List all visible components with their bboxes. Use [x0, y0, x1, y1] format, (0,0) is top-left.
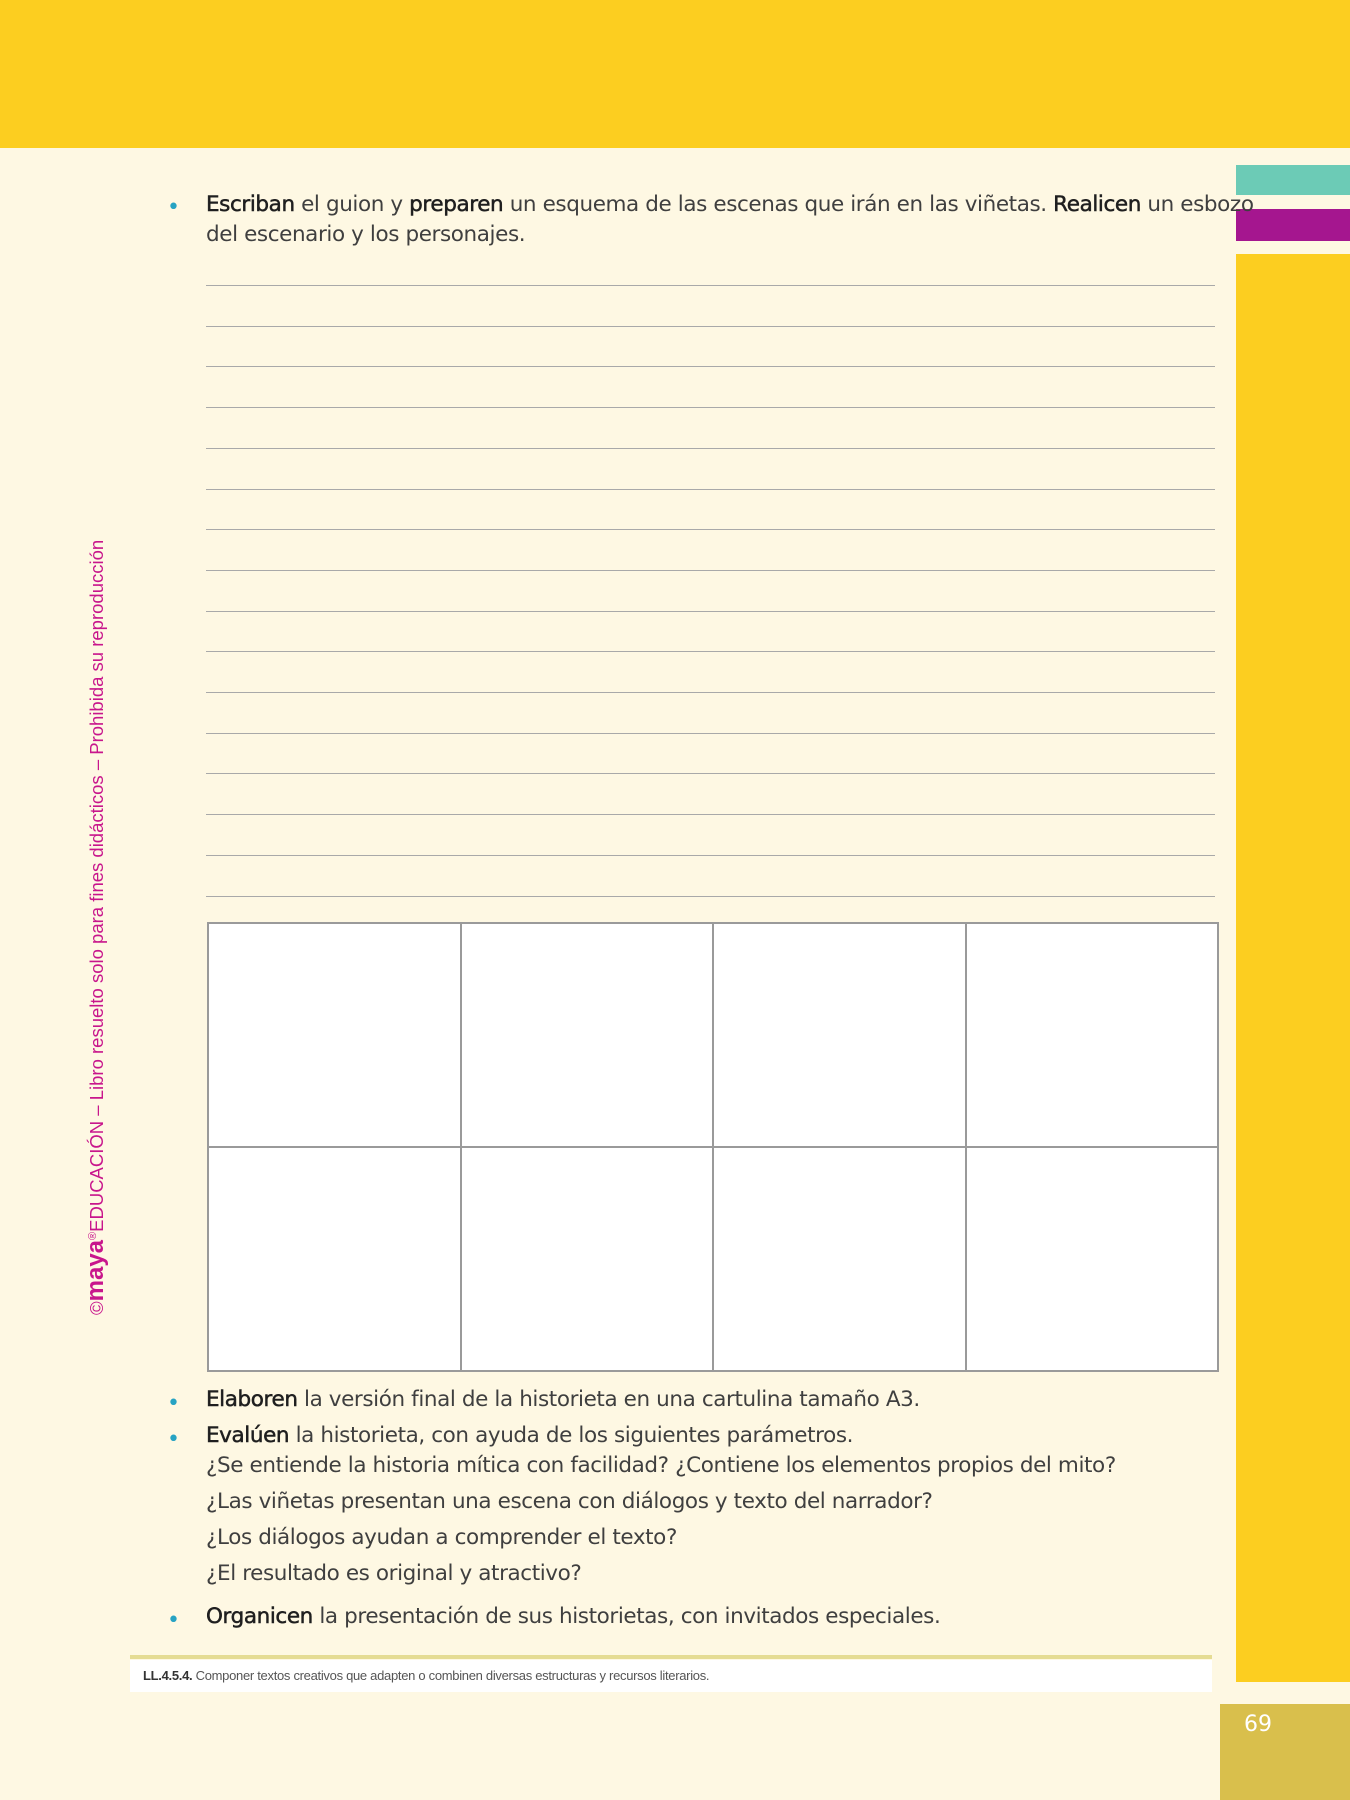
text: el guion y [294, 192, 410, 217]
writing-line [206, 896, 1215, 897]
writing-line [206, 611, 1215, 612]
evaluation-question: ¿Las viñetas presentan una escena con diálogos y texto del narrador? [206, 1489, 933, 1514]
bullet-icon [167, 1610, 180, 1632]
evaluation-question: ¿Los diálogos ayudan a comprender el texto? [206, 1525, 677, 1550]
task-organize [206, 1602, 940, 1632]
comic-panel[interactable] [461, 923, 714, 1147]
evaluation-question: ¿El resultado es original y atractivo? [206, 1561, 582, 1586]
writing-line [206, 489, 1215, 490]
writing-line [206, 651, 1215, 652]
bullet-icon [167, 1429, 180, 1451]
text: la historieta, con ayuda de los siguientes parámetros. [289, 1423, 854, 1448]
page-number: 69 [1244, 1712, 1272, 1737]
comic-panel[interactable] [208, 923, 461, 1147]
footer-divider [130, 1655, 1212, 1659]
writing-line [206, 448, 1215, 449]
writing-line [206, 855, 1215, 856]
writing-line [206, 326, 1215, 327]
brand-logo: maya [82, 1239, 109, 1302]
task-evaluate [206, 1421, 853, 1451]
writing-line [206, 733, 1215, 734]
standard-text: Componer textos creativos que adapten o combinen diversas estructuras y recursos literarios. [192, 1668, 710, 1683]
writing-line [206, 814, 1215, 815]
text: un esquema de las escenas que irán en las viñetas. [503, 192, 1054, 217]
comic-panel[interactable] [966, 923, 1219, 1147]
copyright-symbol: © [86, 1301, 107, 1315]
verb: Organicen [206, 1604, 313, 1629]
bullet-icon [167, 197, 180, 219]
verb: Evalúen [206, 1423, 290, 1448]
text: la versión final de la historieta en una cartulina tamaño A3. [297, 1387, 920, 1412]
task-final-version [206, 1385, 920, 1415]
writing-line [206, 285, 1215, 286]
copyright-text: EDUCACIÓN – Libro resuelto solo para fines didácticos – Prohibida su reproducción [86, 539, 107, 1232]
task-write-script [206, 190, 1254, 250]
comic-panel[interactable] [208, 1147, 461, 1371]
comic-panel[interactable] [713, 923, 966, 1147]
registered-mark: ® [86, 1231, 99, 1240]
text: la presentación de sus historietas, con invitados especiales. [312, 1604, 941, 1629]
writing-line [206, 407, 1215, 408]
copyright-notice [82, 540, 110, 1315]
verb: preparen [409, 192, 504, 217]
header-band [0, 0, 1350, 148]
writing-line [206, 692, 1215, 693]
verb: Escriban [206, 192, 295, 217]
comic-panel[interactable] [966, 1147, 1219, 1371]
verb: Realicen [1053, 192, 1141, 217]
writing-line [206, 366, 1215, 367]
writing-line [206, 529, 1215, 530]
task-line: del escenario y los personajes. [206, 222, 526, 247]
writing-line [206, 570, 1215, 571]
comic-panel-grid [207, 922, 1219, 1372]
task-line [206, 190, 1254, 220]
comic-panel[interactable] [713, 1147, 966, 1371]
standard-code: LL.4.5.4. [143, 1668, 193, 1683]
text: un esbozo [1140, 192, 1254, 217]
curriculum-standard [143, 1668, 709, 1683]
evaluation-question: ¿Se entiende la historia mítica con facilidad? ¿Contiene los elementos propios del mito? [206, 1453, 1116, 1478]
page-number-box [1220, 1704, 1350, 1800]
comic-panel[interactable] [461, 1147, 714, 1371]
verb: Elaboren [206, 1387, 298, 1412]
writing-line [206, 773, 1215, 774]
side-band [1236, 254, 1350, 1682]
bullet-icon [167, 1393, 180, 1415]
